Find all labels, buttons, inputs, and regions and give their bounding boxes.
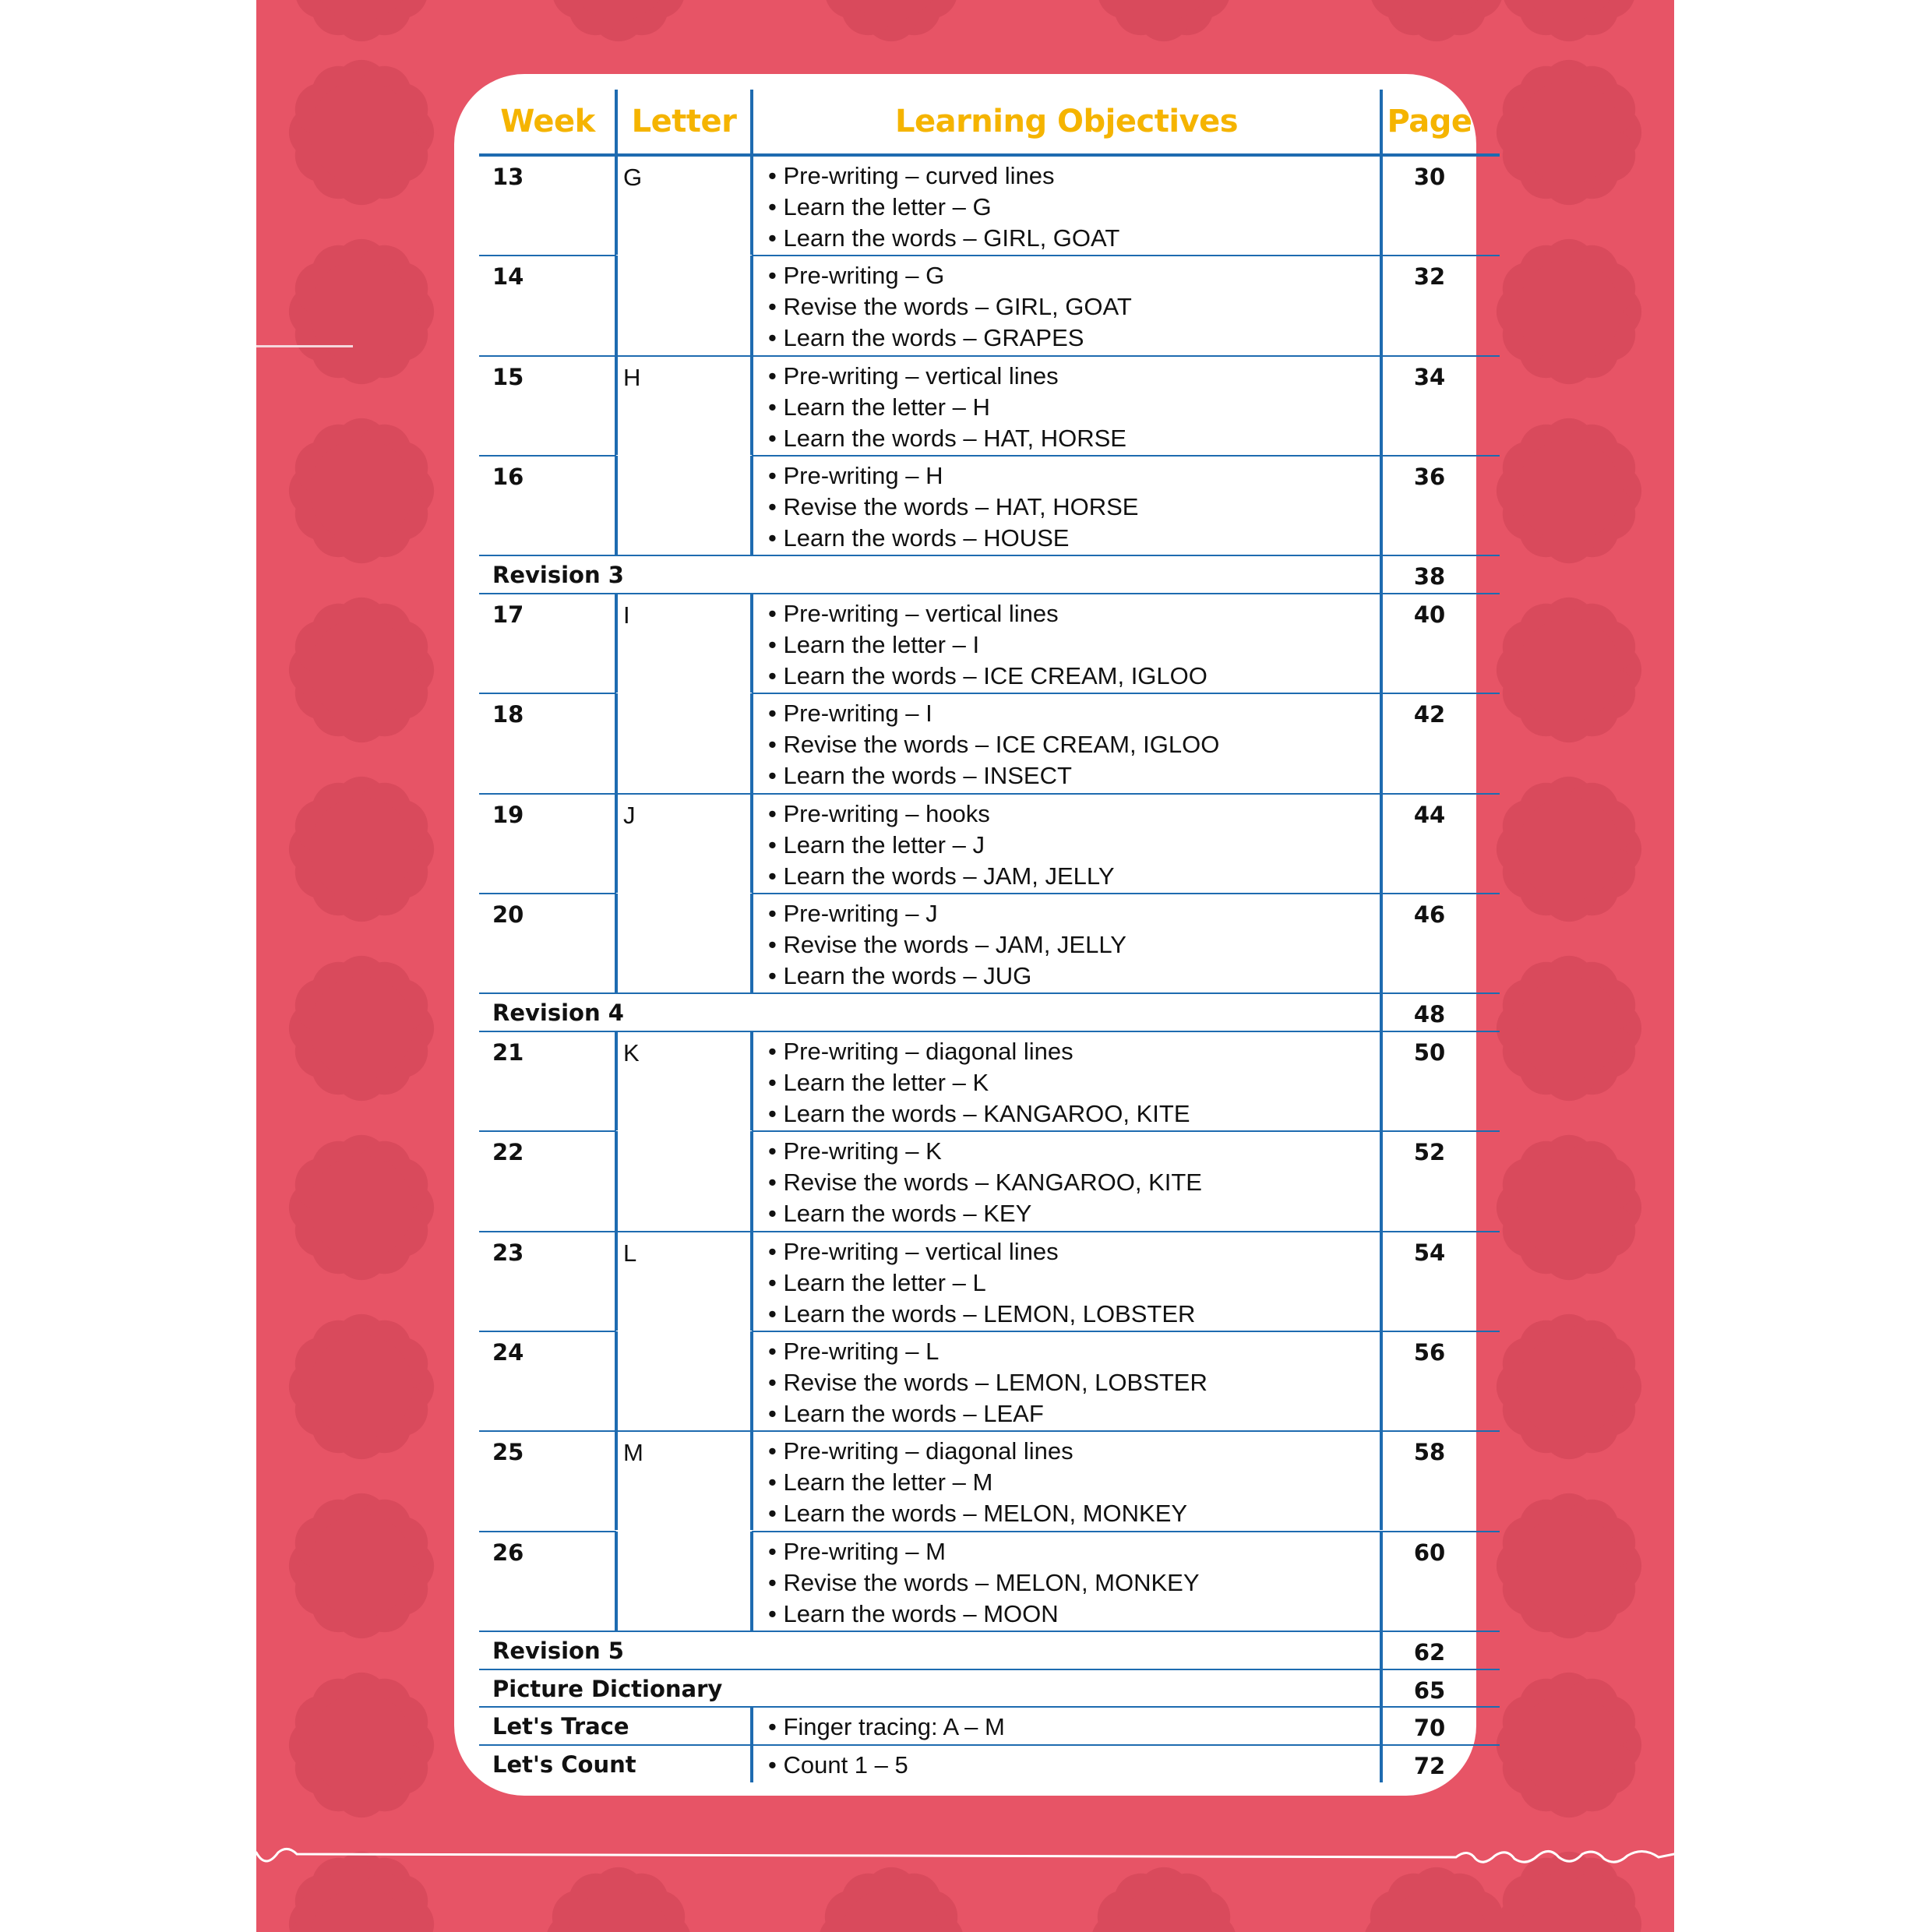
flower-shape [1364, 0, 1509, 41]
column-divider [615, 1031, 618, 1130]
objective-item: • Pre-writing – curved lines [768, 160, 1119, 192]
objectives-list [768, 1136, 1202, 1229]
column-divider [750, 1031, 753, 1130]
page-number: 36 [1413, 463, 1446, 490]
row-divider [479, 455, 616, 457]
objective-item: • Learn the words – GIRL, GOAT [768, 223, 1119, 254]
column-divider [1380, 356, 1383, 455]
revision-row [479, 555, 1500, 593]
week-number: 14 [492, 263, 524, 291]
objective-item: • Pre-writing – H [768, 460, 1138, 492]
week-row [479, 1431, 1500, 1530]
week-number: 13 [492, 164, 524, 190]
revision-label: Revision 4 [492, 999, 624, 1027]
objective-item: • Pre-writing – G [768, 260, 1132, 291]
flower-shape [289, 239, 434, 384]
week-row [479, 256, 1500, 354]
column-divider [750, 1707, 753, 1744]
row-divider [479, 593, 1500, 594]
week-number: 15 [492, 363, 524, 390]
page-number: 44 [1413, 801, 1446, 828]
header-page: Page [1387, 104, 1472, 139]
column-divider [1380, 894, 1383, 992]
objectives-list [768, 698, 1219, 791]
row-divider [479, 992, 1500, 994]
flower-shape [1497, 956, 1641, 1101]
flower-shape [1497, 1493, 1641, 1638]
page-number: 34 [1413, 363, 1446, 390]
revision-label: Revision 3 [492, 562, 624, 589]
objectives-list [768, 1036, 1190, 1130]
objective-item: • Revise the words – KANGAROO, KITE [768, 1167, 1202, 1198]
page-number: 54 [1413, 1239, 1446, 1266]
week-number: 19 [492, 801, 524, 828]
column-divider [615, 256, 618, 354]
letter-value: J [623, 801, 636, 829]
row-divider [479, 555, 1500, 556]
week-row [479, 1131, 1500, 1230]
column-divider [750, 594, 753, 693]
objectives-list [768, 598, 1208, 692]
column-divider [615, 1331, 618, 1430]
flower-shape [289, 418, 434, 563]
column-divider [615, 894, 618, 992]
objective-item: • Revise the words – HAT, HORSE [768, 492, 1138, 523]
column-divider [750, 1431, 753, 1530]
objective-item: • Learn the words – MELON, MONKEY [768, 1498, 1187, 1529]
page-number: 50 [1413, 1039, 1446, 1066]
section-label: Let's Count [492, 1751, 636, 1779]
week-number: 22 [492, 1139, 524, 1166]
objectives-list [768, 460, 1138, 554]
week-row [479, 1331, 1500, 1430]
revision-row [479, 1631, 1500, 1669]
column-divider [615, 456, 618, 555]
column-divider [615, 1232, 618, 1331]
column-divider [1380, 1431, 1383, 1530]
row-divider [479, 1669, 1500, 1670]
column-divider [1380, 1669, 1383, 1707]
objective-item: • Pre-writing – M [768, 1536, 1200, 1567]
objective-item: • Learn the words – JUG [768, 961, 1126, 992]
header-learning-objectives: Learning Objectives [894, 104, 1239, 139]
week-row [479, 156, 1500, 255]
column-divider [1380, 1131, 1383, 1230]
row-divider [479, 355, 1500, 357]
column-divider [615, 693, 618, 792]
column-divider [750, 1745, 753, 1782]
row-divider [752, 1331, 1500, 1332]
week-row [479, 1232, 1500, 1331]
flower-shape [1497, 777, 1641, 922]
column-divider [615, 156, 618, 255]
flower-shape [1497, 1135, 1641, 1280]
revision-row [479, 1669, 1500, 1707]
column-divider [1380, 1031, 1383, 1130]
objective-item: • Learn the words – KANGAROO, KITE [768, 1098, 1190, 1130]
objective-item: • Learn the letter – I [768, 629, 1208, 661]
flower-shape [1497, 60, 1641, 205]
page-number: 65 [1413, 1676, 1446, 1704]
revision-row [479, 993, 1500, 1031]
page-number: 72 [1413, 1753, 1446, 1780]
page-edge-mark [256, 345, 353, 347]
column-divider [750, 356, 753, 455]
page-number: 46 [1413, 901, 1446, 928]
objective-item: • Learn the words – LEMON, LOBSTER [768, 1299, 1195, 1330]
header-column-divider [615, 90, 618, 156]
header-letter: Letter [631, 104, 737, 139]
objective-item: • Learn the letter – L [768, 1267, 1195, 1299]
header-column-divider [1380, 90, 1383, 156]
flower-shape [1497, 418, 1641, 563]
objective-item: • Pre-writing – diagonal lines [768, 1436, 1187, 1467]
column-divider [1380, 1745, 1383, 1782]
objective-item: • Learn the letter – H [768, 392, 1126, 423]
objective-item: • Count 1 – 5 [768, 1750, 908, 1781]
week-number: 20 [492, 901, 524, 928]
objective-item: • Learn the words – HOUSE [768, 523, 1138, 554]
column-divider [750, 156, 753, 255]
column-divider [615, 1431, 618, 1530]
page-number: 48 [1413, 1001, 1446, 1028]
flower-shape [819, 0, 964, 41]
decorative-wave-line [256, 1846, 1674, 1877]
row-divider [479, 693, 616, 694]
objective-item: • Pre-writing – I [768, 698, 1219, 729]
column-divider [615, 794, 618, 893]
week-number: 18 [492, 701, 524, 728]
flower-shape [289, 1673, 434, 1817]
week-row [479, 794, 1500, 893]
flower-shape [289, 0, 434, 41]
flower-shape [289, 60, 434, 205]
week-number: 23 [492, 1239, 524, 1266]
row-divider [752, 693, 1500, 694]
objective-item: • Learn the words – KEY [768, 1198, 1202, 1229]
column-divider [615, 594, 618, 693]
column-divider [750, 1532, 753, 1631]
objective-item: • Learn the letter – G [768, 192, 1119, 223]
objective-item: • Pre-writing – L [768, 1336, 1208, 1367]
column-divider [1380, 1707, 1383, 1744]
column-divider [1380, 456, 1383, 555]
flower-shape [1497, 1673, 1641, 1817]
row-divider [752, 1531, 1500, 1532]
column-divider [750, 1131, 753, 1230]
page-number: 56 [1413, 1338, 1446, 1366]
flower-shape [1497, 1314, 1641, 1459]
flower-shape [1497, 0, 1641, 41]
header-column-divider [750, 90, 753, 156]
objective-item: • Revise the words – GIRL, GOAT [768, 291, 1132, 323]
letter-value: L [623, 1239, 637, 1267]
book-page [256, 0, 1674, 1932]
objective-item: • Pre-writing – J [768, 898, 1126, 929]
objective-item: • Learn the letter – K [768, 1067, 1190, 1098]
objective-item: • Revise the words – MELON, MONKEY [768, 1567, 1200, 1599]
objective-item: • Pre-writing – hooks [768, 799, 1115, 830]
section-row [479, 1745, 1500, 1782]
page-number: 32 [1413, 263, 1446, 291]
column-divider [1380, 256, 1383, 354]
objectives-list [768, 1750, 908, 1781]
row-divider [479, 255, 616, 256]
column-divider [1380, 1631, 1383, 1669]
revision-label: Revision 5 [492, 1637, 624, 1664]
column-divider [1380, 993, 1383, 1031]
row-divider [479, 1231, 1500, 1232]
objective-item: • Pre-writing – vertical lines [768, 598, 1208, 629]
page-number: 62 [1413, 1638, 1446, 1666]
flower-shape [289, 956, 434, 1101]
week-row [479, 693, 1500, 792]
row-divider [752, 1130, 1500, 1132]
section-label: Let's Trace [492, 1713, 629, 1740]
objective-item: • Learn the words – GRAPES [768, 323, 1132, 354]
page-number: 58 [1413, 1439, 1446, 1466]
objective-item: • Learn the words – INSECT [768, 760, 1219, 791]
objectives-list [768, 1712, 1005, 1743]
objective-item: • Revise the words – LEMON, LOBSTER [768, 1367, 1208, 1398]
week-number: 21 [492, 1039, 524, 1066]
header-rule [479, 153, 1500, 157]
objectives-list [768, 1436, 1187, 1529]
column-divider [750, 794, 753, 893]
objective-item: • Pre-writing – diagonal lines [768, 1036, 1190, 1067]
row-divider [479, 793, 1500, 795]
objective-item: • Learn the words – ICE CREAM, IGLOO [768, 661, 1208, 692]
column-divider [750, 894, 753, 992]
objective-item: • Learn the words – HAT, HORSE [768, 423, 1126, 454]
objective-item: • Learn the letter – J [768, 830, 1115, 861]
row-divider [479, 893, 616, 894]
objective-item: • Pre-writing – vertical lines [768, 361, 1126, 392]
column-divider [1380, 1232, 1383, 1331]
week-row [479, 1031, 1500, 1130]
column-divider [750, 1232, 753, 1331]
week-number: 16 [492, 463, 524, 490]
objective-item: • Learn the letter – M [768, 1467, 1187, 1498]
objectives-list [768, 898, 1126, 992]
week-row [479, 356, 1500, 455]
column-divider [615, 356, 618, 455]
week-row [479, 594, 1500, 693]
objective-item: • Revise the words – JAM, JELLY [768, 929, 1126, 961]
flower-shape [289, 1493, 434, 1638]
objective-item: • Pre-writing – K [768, 1136, 1202, 1167]
column-divider [1380, 594, 1383, 693]
week-row [479, 894, 1500, 992]
objectives-list [768, 1336, 1208, 1430]
flower-shape [289, 598, 434, 742]
objectives-list [768, 1536, 1200, 1630]
column-divider [1380, 1331, 1383, 1430]
page-number: 52 [1413, 1139, 1446, 1166]
week-number: 25 [492, 1439, 524, 1466]
page-number: 60 [1413, 1539, 1446, 1566]
objective-item: • Pre-writing – vertical lines [768, 1236, 1195, 1267]
letter-value: H [623, 363, 641, 391]
column-divider [750, 456, 753, 555]
row-divider [752, 455, 1500, 457]
flower-shape [1091, 0, 1236, 41]
row-divider [479, 1631, 1500, 1632]
objectives-list [768, 361, 1126, 454]
header-week: Week [500, 104, 595, 139]
column-divider [615, 1532, 618, 1631]
objectives-list [768, 160, 1119, 254]
week-number: 24 [492, 1338, 524, 1366]
week-number: 26 [492, 1539, 524, 1566]
row-divider [752, 255, 1500, 256]
column-divider [1380, 693, 1383, 792]
flower-shape [1497, 598, 1641, 742]
objective-item: • Learn the words – MOON [768, 1599, 1200, 1630]
letter-value: I [623, 601, 630, 629]
column-divider [1380, 794, 1383, 893]
objectives-list [768, 1236, 1195, 1330]
row-divider [479, 1130, 616, 1132]
objectives-list [768, 799, 1115, 892]
column-divider [750, 693, 753, 792]
flower-shape [289, 1314, 434, 1459]
row-divider [479, 1744, 1500, 1746]
objective-item: • Revise the words – ICE CREAM, IGLOO [768, 729, 1219, 760]
row-divider [479, 1031, 1500, 1032]
column-divider [750, 1331, 753, 1430]
contents-card [454, 74, 1476, 1796]
letter-value: K [623, 1039, 640, 1066]
page-number: 70 [1413, 1715, 1446, 1742]
column-divider [1380, 1532, 1383, 1631]
section-row [479, 1707, 1500, 1744]
row-divider [752, 893, 1500, 894]
flower-shape [289, 1135, 434, 1280]
week-row [479, 456, 1500, 555]
row-divider [479, 1706, 1500, 1708]
column-divider [615, 1131, 618, 1230]
page-number: 42 [1413, 701, 1446, 728]
letter-value: M [623, 1439, 643, 1467]
week-number: 17 [492, 601, 524, 628]
column-divider [1380, 156, 1383, 255]
revision-label: Picture Dictionary [492, 1675, 723, 1702]
objectives-list [768, 260, 1132, 354]
week-row [479, 1532, 1500, 1631]
row-divider [479, 1331, 616, 1332]
row-divider [479, 1531, 616, 1532]
objective-item: • Finger tracing: A – M [768, 1712, 1005, 1743]
flower-shape [546, 0, 691, 41]
page-number: 40 [1413, 601, 1446, 628]
column-divider [1380, 555, 1383, 593]
page-number: 38 [1413, 563, 1446, 591]
page-number: 30 [1413, 164, 1446, 190]
flower-shape [289, 777, 434, 922]
column-divider [750, 256, 753, 354]
objective-item: • Learn the words – LEAF [768, 1398, 1208, 1430]
flower-shape [1497, 239, 1641, 384]
letter-value: G [623, 164, 643, 191]
objective-item: • Learn the words – JAM, JELLY [768, 861, 1115, 892]
row-divider [479, 1430, 1500, 1432]
